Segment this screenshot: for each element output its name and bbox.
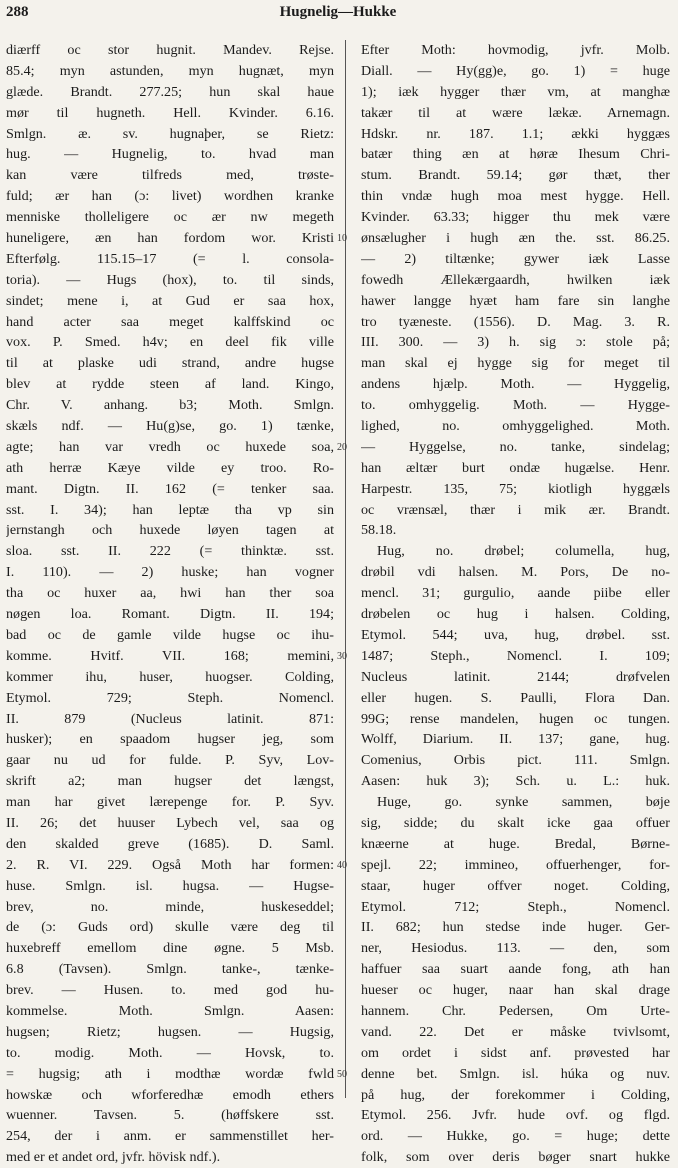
text-line: toria). — Hugs (hox), to. til sinds, [6,271,334,288]
text-line: thin vndæ hugh moa mest hygge. Hell. [361,188,670,205]
text-line: stum. Brandt. 59.14; gør thæt, ther [361,167,670,184]
text-line: II. 26; det huuser Lybech vel, saa og [6,814,334,831]
text-line: = hugsig; ath i modthæ wordæ fwld [6,1065,334,1082]
text-line: de (ɔ: Guds ord) skulle være deg til [6,919,334,936]
text-line: sloa. sst. II. 222 (= thinktæ. sst. [6,543,334,560]
text-line: hawer langge hyæt ham fare sin langhe [361,292,670,309]
text-line: 1); iæk hygger thær vm, at manghæ [361,83,670,100]
text-line: Comenius, Orbis pict. 111. Smlgn. [361,752,670,769]
text-line: på hug, der forekommer i Colding, [361,1086,670,1103]
text-line: — Hyggelse, no. tanke, sindelag; [361,438,670,455]
text-line: 58.18. [361,522,397,539]
text-line: menniske tholleligere oc ær nw megeth [6,209,334,226]
text-line: eller hugen. S. Paulli, Flora Dan. [361,689,670,706]
text-line: knæerne at huge. Bredal, Børne- [361,835,670,852]
margin-line-number: 10 [337,233,347,245]
text-line: kommelse. Moth. Smlgn. Aasen: [6,1002,334,1019]
text-line: bad oc de gamle vilde hugse oc ihu- [6,626,334,643]
text-line: staar, huger offver noget. Colding, [361,877,670,894]
page-number: 288 [6,4,29,20]
text-line: agte; han var vredh oc huxede soa, [6,438,334,455]
text-line: skrift a2; man hugser det længst, [6,773,334,790]
text-line: to. omhyggelig. Moth. — Hygge- [361,397,670,414]
text-line: tro tyæneste. (1556). D. Mag. 3. R. [361,313,670,330]
text-line: hueser oc huger, naar han skal drage [361,982,670,999]
text-line: haffuer saa suart aande fong, ath han [361,961,670,978]
text-line: lighed, no. omhyggelighed. Moth. [361,418,670,435]
text-line: skæls ndf. — Hu(g)se, go. 1) tænke, [6,418,334,435]
text-line: Efterfølg. 115.15–17 (= l. consola- [6,250,334,267]
right-column [361,40,670,1168]
text-line: brev. — Husen. to. med god hu- [6,982,334,999]
text-line: mant. Digtn. II. 162 (= tenker saa. [6,480,334,497]
text-line: I. 110). — 2) huske; han vogner [6,564,334,581]
text-line: ord. — Hukke, go. = huge; dette [361,1128,670,1145]
margin-line-number: 30 [337,651,347,663]
text-line: Chr. V. anhang. b3; Moth. Smlgn. [6,397,334,414]
text-line: 2. R. VI. 229. Også Moth har formen: [6,856,334,873]
text-line: hand acter saa meget kalffskind oc [6,313,334,330]
text-line: Hdskr. nr. 187. 1.1; ækki hyggæs [361,125,670,142]
margin-line-number: 20 [337,442,347,454]
text-line: 1487; Steph., Nomencl. I. 109; [361,647,670,664]
margin-line-number: 40 [337,860,347,872]
text-line: med er et andet ord, jvfr. hövisk ndf.). [6,1149,221,1166]
text-line: diærff oc stor hugnit. Mandev. Rejse. [6,42,334,58]
text-line: drøbelen oc hug i halsen. Colding, [361,606,670,623]
text-line: sig, sidde; du skalt icke gaa offuer [361,814,670,831]
text-line: huxebreff emellom dine øgne. 5 Msb. [6,940,334,957]
text-line: vand. 22. Det er måske tvivlsomt, [361,1023,670,1040]
text-line: Etymol. 256. Jvfr. hude ovf. og flgd. [361,1107,670,1124]
text-line: howskæ och wforferedhæ emodh ethers [6,1086,334,1103]
text-line: Nucleus latinit. 2144; drøfvelen [361,668,670,685]
text-line: 85.4; myn astunden, myn hugnæt, myn [6,62,334,79]
text-line: Diall. — Hy(gg)e, go. 1) = huge [361,62,670,79]
text-line: den skalded greve (1685). D. Saml. [6,835,334,852]
running-title: Hugnelig—Hukke [279,4,397,20]
text-line: kommer ihu, huser, huogser. Colding, [6,668,334,685]
text-line: oc vrænsæl, thær i mik ær. Brandt. [361,501,670,518]
text-line: tha oc huxer aa, hwi han ther soa [6,585,334,602]
text-line: husker); en spaadom hugser jeg, som [6,731,334,748]
text-line: II. 879 (Nucleus latinit. 871: [6,710,334,727]
left-column [6,40,334,1168]
text-line: sindet; mene i, at Gud er saa hox, [6,292,334,309]
text-line: batær thing æn at høræ Ihesum Chri- [361,146,670,163]
text-line: Huge, go. synke sammen, bøje [377,794,670,811]
text-line: fuld; ær han (ɔ: livet) wordhen kranke [6,188,334,205]
text-line: 254, der i anm. er sammenstillet her- [6,1128,334,1145]
text-line: II. 682; hun stedse inde huger. Ger- [361,919,670,936]
text-line: hug. — Hugnelig, to. hvad man [6,146,334,163]
text-line: folk, som over deris bøger snart hukke [361,1149,670,1166]
text-line: gaar nu ud for fulde. P. Syv, Lov- [6,752,334,769]
text-line: blev at rydde steen af land. Kingo, [6,376,334,393]
text-line: Smlgn. æ. sv. hugnaþer, se Rietz: [6,125,334,142]
text-line: 6.8 (Tavsen). Smlgn. tanke-, tænke- [6,961,334,978]
text-line: sst. I. 34); han leptæ tha vp sin [6,501,334,518]
text-line: to. modig. Moth. — Hovsk, to. [6,1044,334,1061]
page-header [6,4,670,26]
text-line: om ordet i sidst anf. prøvested har [361,1044,670,1061]
text-line: Harpestr. 135, 75; kiotligh hyggæls [361,480,670,497]
text-line: komme. Hvitf. VII. 168; memini, [6,647,334,664]
text-line: wuenner. Tavsen. 5. (høffskere sst. [6,1107,334,1124]
text-line: vox. P. Smed. h4v; en deel fik ville [6,334,334,351]
column-divider [345,40,346,1098]
text-line: man skal ej hygge sig for meget til [361,355,670,372]
text-line: Wolff, Diarium. II. 137; gane, hug. [361,731,670,748]
margin-line-number: 50 [337,1069,347,1081]
text-line: Kvinder. 63.33; higger thu mek være [361,209,670,226]
text-line: denne bet. Smlgn. isl. húka og nuv. [361,1065,670,1082]
text-line: til at plaske udi strand, andre hugse [6,355,334,372]
text-line: han æltær burt ondæ hugælse. Henr. [361,459,670,476]
text-line: Etymol. 544; uva, hug, drøbel. sst. [361,626,670,643]
text-line: glæde. Brandt. 277.25; hun skal haue [6,83,334,100]
text-line: man har givet lærepenge for. P. Syv. [6,794,334,811]
text-line: III. 300. — 3) h. sig ɔ: stole på; [361,334,670,351]
text-line: brev, no. minde, huskeseddel; [6,898,334,915]
text-line: ath herræ Kæye vilde ey troo. Ro- [6,459,334,476]
text-line: mør til hugneth. Hell. Kvinder. 6.16. [6,104,334,121]
text-line: 99G; rense mandelen, hugen oc tungen. [361,710,670,727]
text-line: Aasen: huk 3); Sch. u. L.: huk. [361,773,670,790]
text-line: andens hjælp. Moth. — Hyggelig, [361,376,670,393]
text-line: Efter Moth: hovmodig, jvfr. Molb. [361,42,670,58]
text-line: nøgen loa. Romant. Digtn. II. 194; [6,606,334,623]
text-line: jernstangh och huxede løyen tagen at [6,522,334,539]
text-line: ner, Hesiodus. 113. — den, som [361,940,670,957]
text-line: kan være tilfreds med, trøste- [6,167,334,184]
text-line: spejl. 22; immineo, offuerhenger, for- [361,856,670,873]
text-line: huneligere, æn han fordom wor. Kristi [6,230,334,247]
text-line: mencl. 31; gurgulio, aande piibe eller [361,585,670,602]
text-line: huse. Smlgn. isl. hugsa. — Hugse- [6,877,334,894]
text-line: fowedh Ællekærgaardh, hwilken iæk [361,271,670,288]
text-line: hannem. Chr. Pedersen, Om Urte- [361,1002,670,1019]
text-line: hugsen; Rietz; hugsen. — Hugsig, [6,1023,334,1040]
text-line: takær til at wære lækæ. Arnemagn. [361,104,670,121]
text-line: drøbil vdi halsen. M. Pors, De no- [361,564,670,581]
text-line: Hug, no. drøbel; columella, hug, [377,543,670,560]
text-line: Etymol. 712; Steph., Nomencl. [361,898,670,915]
text-line: Etymol. 729; Steph. Nomencl. [6,689,334,706]
text-line: — 2) tiltænke; gywer iæk Lasse [361,250,670,267]
text-line: ønsælugher i hugh æn the. sst. 86.25. [361,230,670,247]
